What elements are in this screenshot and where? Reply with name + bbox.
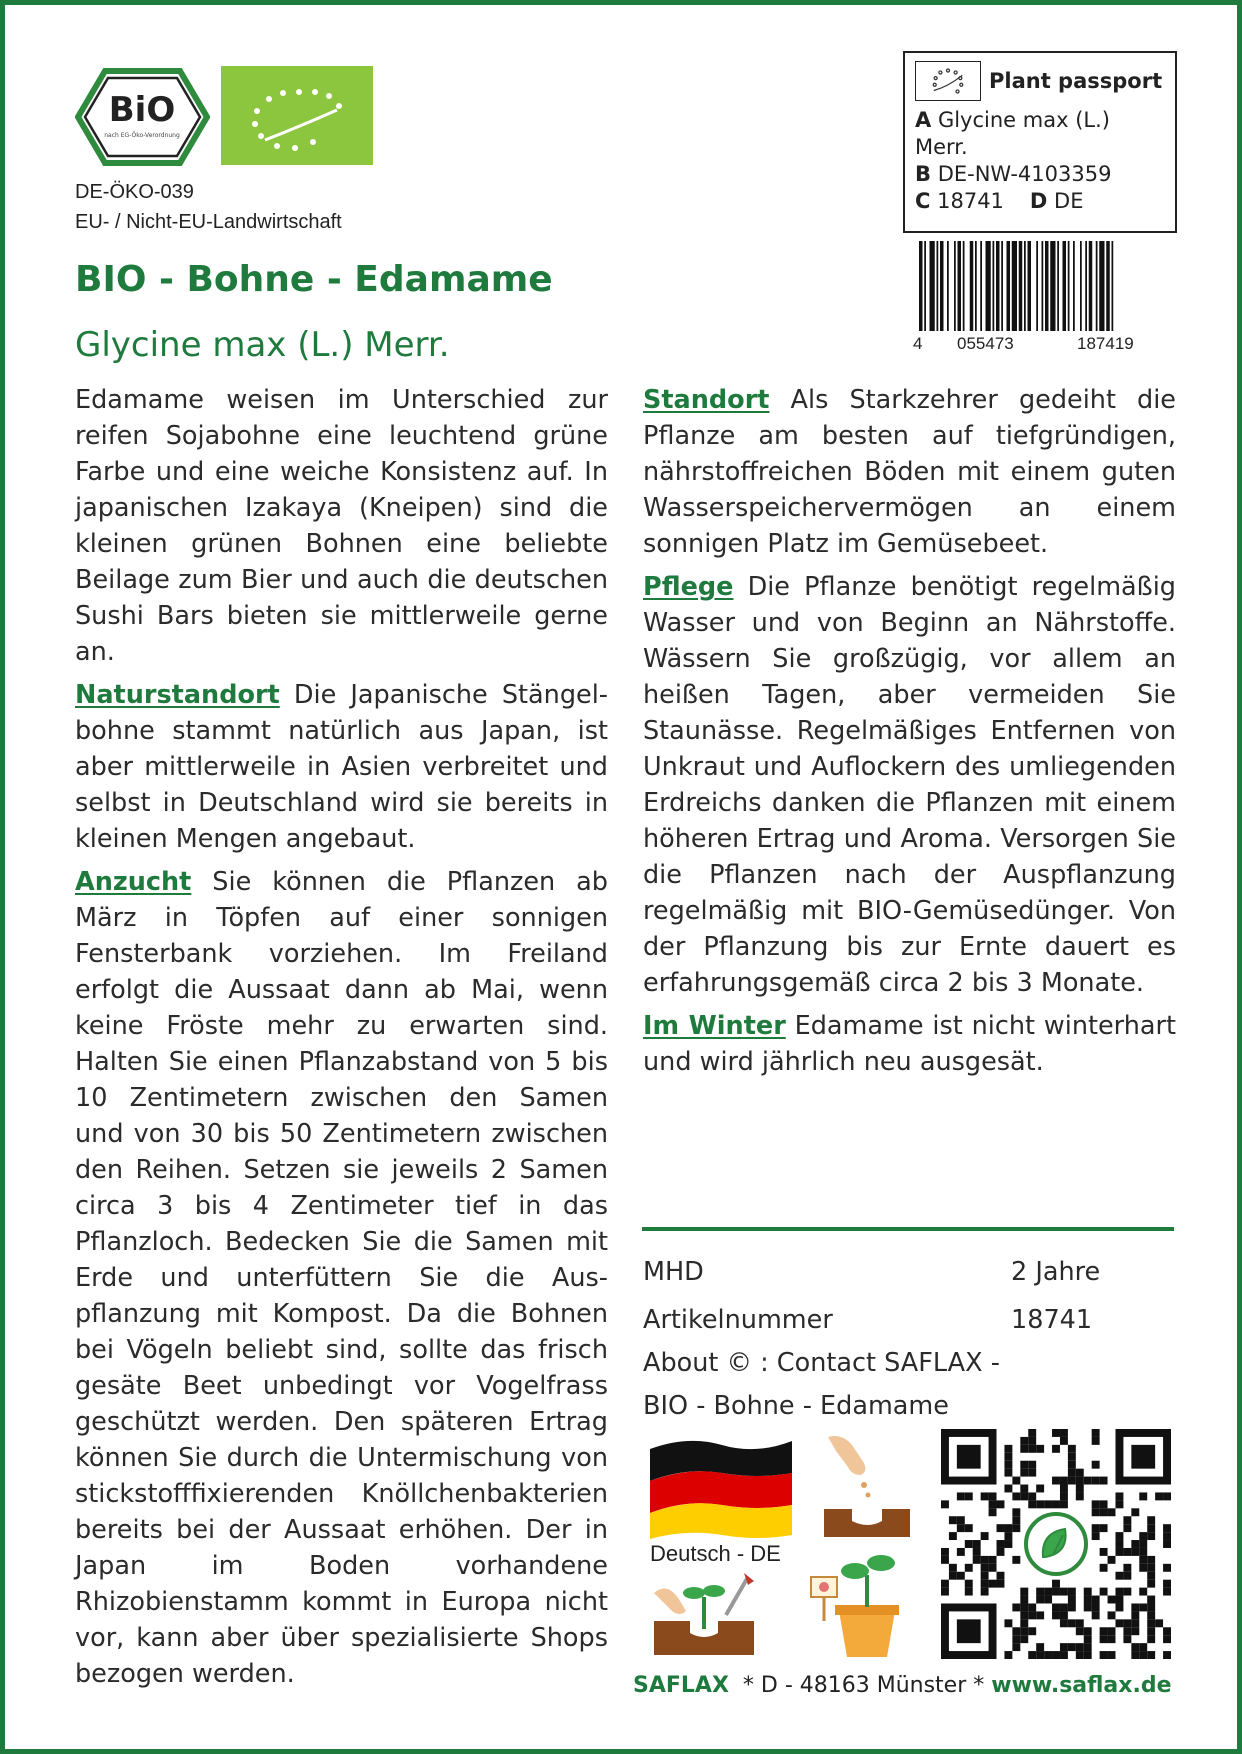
- certification-origin: EU- / Nicht-EU-Landwirtschaft: [75, 211, 342, 233]
- section-pflege: [643, 569, 1176, 1001]
- barcode-lead-digit: 4: [913, 334, 923, 353]
- section-label: Im Winter: [643, 1011, 786, 1041]
- passport-header: [915, 61, 1165, 101]
- qr-code-icon[interactable]: [941, 1429, 1171, 1659]
- passport-line-a: A Glycine max (L.) Merr.: [915, 108, 1110, 159]
- barcode-right-group: 187419: [1077, 334, 1134, 353]
- product-title: BIO - Bohne - Edamame: [75, 259, 553, 300]
- section-text: Die Pflanze benötigt regelmäßig Wasser und von Beginn an Nährstoffe. Wässern Sie großzügig, vor allem an heißen Tagen, aber vermeiden Sie Staunässe. Regelmäßiges Entfernen von Unkraut und Auflockern des umliegenden Erdreichs danken die Pflanzen mit einem höheren Ertrag und Aroma. Versorgen Sie die Pflanzen nach der Auspflanzung regelmäßig mit BIO-Gemüsedünger. Von der Pflanzung bis zur Ernte dauert es erfahrungsgemäß circa 2 bis 3 Monate.: [643, 572, 1176, 998]
- product-line: BIO - Bohne - Edamame: [643, 1391, 949, 1421]
- bio-seal-subtext: nach EG-Öko-Verordnung: [104, 132, 180, 139]
- passport-title: Plant passport: [989, 68, 1163, 93]
- section-label: Naturstandort: [75, 680, 280, 710]
- bio-seal-text: BiO: [108, 90, 176, 130]
- about-line: About © : Contact SAFLAX -: [643, 1348, 1000, 1378]
- eu-organic-leaf-icon: [221, 66, 373, 165]
- section-label: Pflege: [643, 572, 734, 602]
- section-text: Sie können die Pflanzen ab März in Töpfen auf einer sonnigen Fensterbank vorziehen. Im Freiland erfolgt die Aussaat dann ab Mai, wenn keine Fröste mehr zu erwarten sind. Halten Sie einen Pflanzabstand von 5 bis 10 Zentimetern zwischen den Samen und von 30 bis 50 Zentimetern zwischen den Reihen. Setzen sie jeweils 2 Samen circa 3 bis 4 Zentimeter tief in das Pflanzloch. Bedecken Sie die Samen mit Erde und unterfüttern Sie die Auspflanzung mit Kompost. Da die Bohnen bei Vögeln beliebt sind, sollte das frisch gesäte Beet unbedingt vor Vogelfrass geschützt werden. Den späteren Ertrag können Sie durch die Untermischung von stickstofffixierenden Knöllchenbakterien bereits bei der Aussaat erhöhen. Der in Japan im Boden vorhandene Rhizobienstamm kommt in Europa nicht vor, kann aber über spezialisierte Shops bezogen werden.: [75, 867, 608, 1689]
- section-anzucht: [75, 864, 608, 1692]
- info-divider: [642, 1227, 1174, 1231]
- section-standort: [643, 382, 1176, 562]
- section-text: Die Japanische Stängelbohne stammt natürlich aus Japan, ist aber mittlerweile in Asien verbreitet und selbst in Deutschland wird sie bereits in kleinen Mengen angebaut.: [75, 680, 608, 854]
- bio-seal-icon: [75, 67, 210, 167]
- hand-sowing-seed-icon: [822, 1429, 912, 1541]
- barcode-icon: [917, 241, 1179, 331]
- section-label: Standort: [643, 385, 770, 415]
- footer-brand: SAFLAX: [633, 1673, 729, 1698]
- germany-flag-icon: [648, 1435, 794, 1539]
- potted-seedling-icon: [805, 1549, 917, 1659]
- transplant-seedling-icon: [650, 1571, 758, 1657]
- footer-address: * D - 48163 Münster *: [728, 1673, 992, 1698]
- footer-url[interactable]: www.saflax.de: [991, 1673, 1172, 1698]
- footer: [633, 1673, 1172, 1698]
- description-right-column: [643, 382, 1176, 1087]
- certification-code: DE-ÖKO-039: [75, 181, 194, 203]
- mhd-label: MHD: [643, 1257, 704, 1287]
- eu-flag-icon: [915, 61, 981, 101]
- plant-passport: [903, 51, 1177, 233]
- article-number-value: 18741: [1011, 1305, 1093, 1335]
- section-text: Edamame ist nicht winterhart und wird jährlich neu ausgesät.: [643, 1011, 1176, 1077]
- section-im-winter: [643, 1008, 1176, 1080]
- section-label: Anzucht: [75, 867, 192, 897]
- passport-line-b: B DE-NW-4103359: [915, 162, 1112, 186]
- language-label: Deutsch - DE: [650, 1541, 781, 1566]
- section-text: Als Starkzehrer gedeiht die Pflanze am besten auf tiefgründigen, nährstoffreichen Böden mit einem guten Wasserspeichervermögen an einem sonnigen Platz im Gemüsebeet.: [643, 385, 1176, 559]
- section-naturstandort: [75, 677, 608, 857]
- mhd-value: 2 Jahre: [1011, 1257, 1101, 1287]
- passport-line-cd: C 18741 D DE: [915, 189, 1084, 213]
- description-left-column: [75, 382, 608, 1699]
- product-latin-name: Glycine max (L.) Merr.: [75, 325, 450, 365]
- article-number-label: Artikelnummer: [643, 1305, 833, 1335]
- barcode-left-group: 055473: [957, 334, 1014, 353]
- intro-paragraph: Edamame weisen im Unterschied zur reifen Sojabohne eine leuchtend grüne Farbe und eine weiche Konsistenz auf. In japanischen Izakaya (Kneipen) sind die kleinen grünen Bohnen eine beliebte Beilage zum Bier und auch die deutschen Sushi Bars bieten sie mittlerweile gerne an.: [75, 385, 608, 667]
